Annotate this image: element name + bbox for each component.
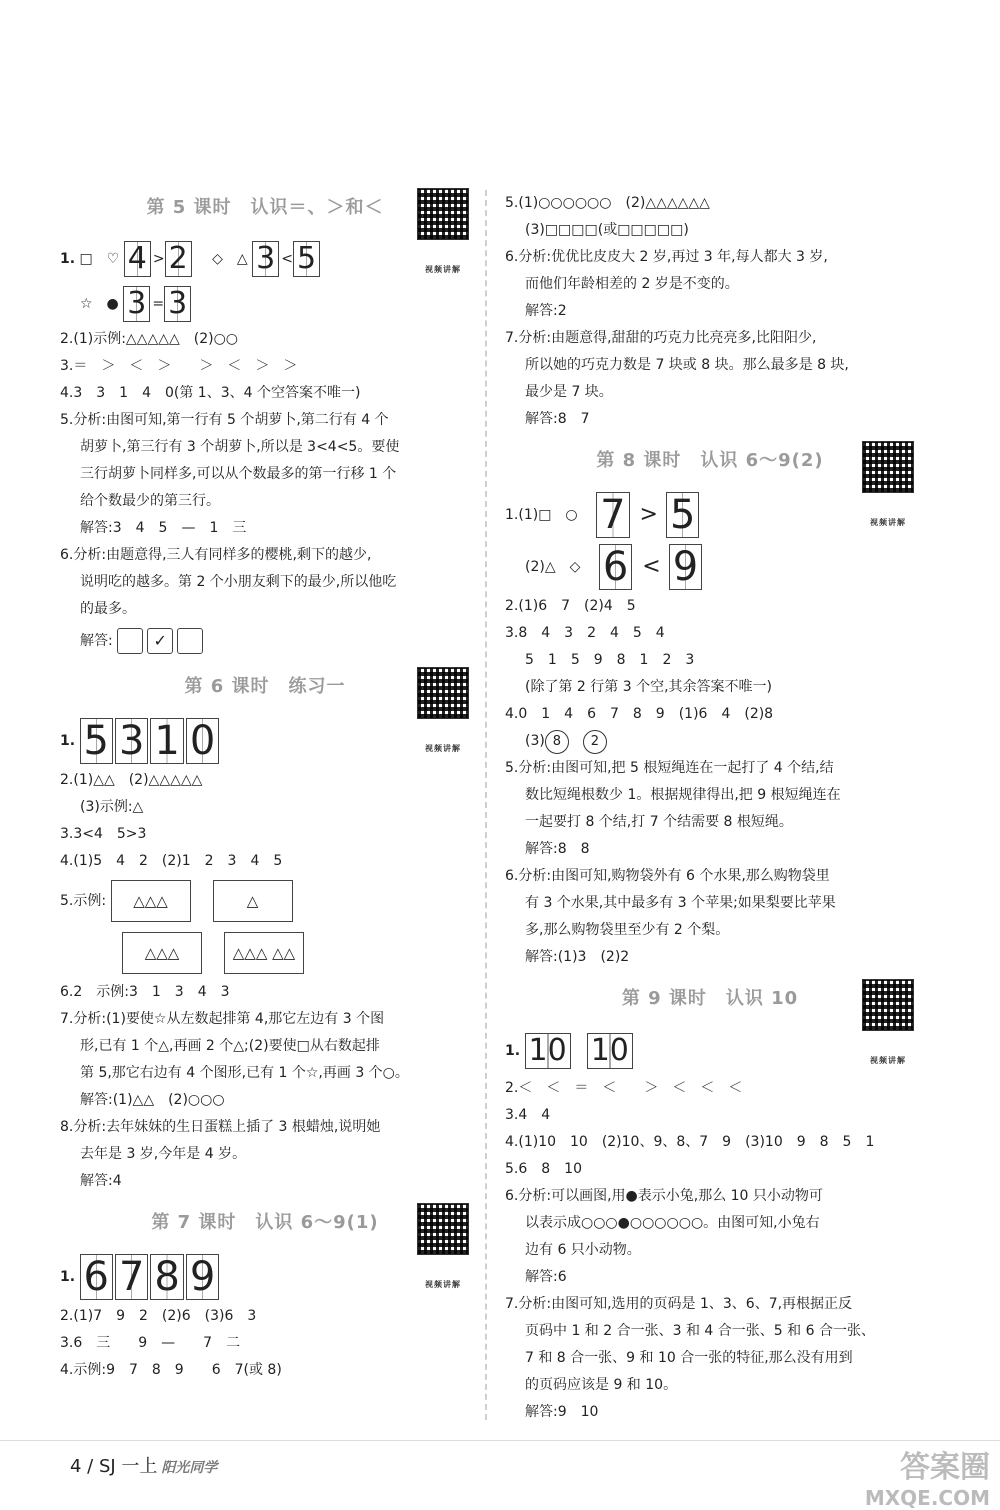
answer-line: 5.示例: △△△ △ bbox=[60, 875, 470, 927]
answer-line: 2.(1)示例:△△△△△ (2)○○ bbox=[60, 331, 239, 347]
answer-line: 说明吃的越多。第 2 个小朋友剩下的最少,所以他吃 bbox=[80, 574, 397, 590]
answer-line: 6.分析:可以画图,用●表示小兔,那么 10 只小动物可 bbox=[505, 1188, 823, 1204]
answer-line: 4.(1)10 10 (2)10、9、8、7 9 (3)10 9 8 5 1 bbox=[505, 1134, 875, 1150]
answer-line: 解答:8 8 bbox=[525, 841, 590, 857]
right-column bbox=[505, 190, 915, 1426]
answer-line bbox=[60, 927, 470, 979]
column-divider bbox=[485, 190, 487, 1420]
example-box: △△△ △△ bbox=[224, 932, 304, 974]
answer-line: 解答:8 7 bbox=[525, 411, 590, 427]
page-footer bbox=[70, 1452, 217, 1478]
answer-line: 4.(1)5 4 2 (2)1 2 3 4 5 bbox=[60, 853, 283, 869]
answer-line: 1. 6 7 8 9 bbox=[60, 1251, 470, 1303]
answer-line: 7 和 8 合一张、9 和 10 合一张的特征,那么没有用到 bbox=[525, 1350, 853, 1366]
answer-line: 7.分析:由题意得,甜甜的巧克力比亮亮多,比阳阳少, bbox=[505, 330, 817, 346]
answer-line: 1. 5 3 1 0 bbox=[60, 715, 470, 767]
answer-line: 2.＜ ＜ ＝ ＜ ＞ ＜ ＜ ＜ bbox=[505, 1080, 743, 1096]
qr-code[interactable]: 视频讲解 bbox=[861, 441, 915, 551]
watermark-logo: 答案圈 MXQE.COM bbox=[864, 1450, 990, 1510]
qr-icon bbox=[417, 667, 469, 719]
answer-line: (3)示例:△ bbox=[80, 799, 144, 815]
qr-code[interactable]: 视频讲解 bbox=[416, 667, 470, 777]
answer-line: 3.8 4 3 2 4 5 4 bbox=[505, 625, 665, 641]
answer-line: 2.(1)6 7 (2)4 5 bbox=[505, 598, 636, 614]
qr-icon bbox=[862, 441, 914, 493]
answer-line: 解答:9 10 bbox=[525, 1404, 599, 1420]
answer-line: 的页码应该是 9 和 10。 bbox=[525, 1377, 678, 1393]
answer-line: 6.分析:由题意得,三人有同样多的樱桃,剩下的越少, bbox=[60, 547, 372, 563]
answer-line: 3.4 4 bbox=[505, 1107, 551, 1123]
answer-line: 三行胡萝卜同样多,可以从个数最多的第一行移 1 个 bbox=[80, 466, 397, 482]
answer-line: 5.(1)○○○○○○ (2)△△△△△△ bbox=[505, 195, 710, 211]
section-title-5: 第 5 课时 认识＝、＞和＜ 视频讲解 bbox=[60, 180, 470, 236]
answer-line: 解答:3 4 5 — 1 三 bbox=[80, 520, 247, 536]
answer-line: ☆ ● 3 = 3 bbox=[60, 282, 470, 326]
answer-line: 解答:(1)△△ (2)○○○ bbox=[80, 1092, 225, 1108]
section-title-9: 第 9 课时 认识 10 视频讲解 bbox=[505, 971, 915, 1027]
example-box: △△△ bbox=[111, 880, 191, 922]
answer-line: 所以她的巧克力数是 7 块或 8 块。那么最多是 8 块, bbox=[525, 357, 849, 373]
answer-line: 7.分析:(1)要使☆从左数起排第 4,那它左边有 3 个图 bbox=[60, 1011, 385, 1027]
answer-line: 7.分析:由图可知,选用的页码是 1、3、6、7,再根据正反 bbox=[505, 1296, 853, 1312]
answer-line: 第 5,那它右边有 4 个图形,已有 1 个☆,再画 3 个○。 bbox=[80, 1065, 409, 1081]
answer-line: 3.6 三 9 — 7 二 bbox=[60, 1335, 241, 1351]
section-title-7: 第 7 课时 认识 6～9(1) 视频讲解 bbox=[60, 1195, 470, 1251]
answer-line: 3.3<4 5>3 bbox=[60, 826, 147, 842]
circled-number: 8 bbox=[545, 730, 569, 754]
answer-line: 5.6 8 10 bbox=[505, 1161, 582, 1177]
answer-line: 8.分析:去年妹妹的生日蛋糕上插了 3 根蜡烛,说明她 bbox=[60, 1119, 381, 1135]
answer-line: 的最多。 bbox=[80, 601, 136, 617]
answer-line: 4.0 1 4 6 7 8 9 (1)6 4 (2)8 bbox=[505, 706, 774, 722]
answer-line: 6.分析:由图可知,购物袋外有 6 个水果,那么购物袋里 bbox=[505, 868, 830, 884]
answer-line: 6.2 示例:3 1 3 4 3 bbox=[60, 984, 230, 1000]
answer-line: (除了第 2 行第 3 个空,其余答案不唯一) bbox=[525, 679, 772, 695]
answer-line: 5 1 5 9 8 1 2 3 bbox=[525, 652, 695, 668]
answer-line: 有 3 个水果,其中最多有 3 个苹果;如果梨要比苹果 bbox=[525, 895, 836, 911]
qr-icon bbox=[417, 188, 469, 240]
answer-line: 5.分析:由图可知,第一行有 5 个胡萝卜,第二行有 4 个 bbox=[60, 412, 389, 428]
section-title-8: 第 8 课时 认识 6～9(2) 视频讲解 bbox=[505, 433, 915, 489]
left-column bbox=[60, 180, 470, 1384]
answer-line: 6.分析:优优比皮皮大 2 岁,再过 3 年,每人都大 3 岁, bbox=[505, 249, 828, 265]
qr-icon bbox=[862, 979, 914, 1031]
answer-line: 1. 10 10 bbox=[505, 1027, 915, 1075]
page-number: 4 / SJ 一上 bbox=[70, 1456, 158, 1477]
example-box: △ bbox=[213, 880, 293, 922]
answer-line: 2.(1)7 9 2 (2)6 (3)6 3 bbox=[60, 1308, 257, 1324]
circled-number: 2 bbox=[583, 730, 607, 754]
qr-code[interactable]: 视频讲解 bbox=[861, 979, 915, 1089]
footer-rule bbox=[0, 1440, 1000, 1441]
example-box: △△△ bbox=[122, 932, 202, 974]
qr-code[interactable]: 视频讲解 bbox=[416, 1203, 470, 1313]
answer-line: 胡萝卜,第三行有 3 个胡萝卜,所以是 3<4<5。要使 bbox=[80, 439, 400, 455]
answer-line: 而他们年龄相差的 2 岁是不变的。 bbox=[525, 276, 739, 292]
answer-line: 4.示例:9 7 8 9 6 7(或 8) bbox=[60, 1362, 282, 1378]
answer-line: 去年是 3 岁,今年是 4 岁。 bbox=[80, 1146, 247, 1162]
answer-line: 解答:4 bbox=[80, 1173, 122, 1189]
qr-icon bbox=[417, 1203, 469, 1255]
answer-line: 以表示成○○○●○○○○○○。由图可知,小兔右 bbox=[525, 1215, 820, 1231]
answer-line: 1. □ ♡ 4 > 2 ◇ △ 3 < 5 bbox=[60, 236, 470, 282]
answer-line: (3) 8 2 bbox=[505, 728, 915, 755]
answer-line: 解答:(1)3 (2)2 bbox=[525, 949, 630, 965]
answer-line: 数比短绳根数少 1。根据规律得出,把 9 根短绳连在 bbox=[525, 787, 841, 803]
answer-line: 解答:2 bbox=[525, 303, 567, 319]
answer-line: 5.分析:由图可知,把 5 根短绳连在一起打了 4 个结,结 bbox=[505, 760, 834, 776]
answer-line: 1.(1)□ ○ 7 > 5 bbox=[505, 489, 915, 541]
answer-line: 边有 6 只小动物。 bbox=[525, 1242, 641, 1258]
answer-line: 形,已有 1 个△,再画 2 个△;(2)要使□从右数起排 bbox=[80, 1038, 380, 1054]
answer-line: 多,那么购物袋里至少有 2 个梨。 bbox=[525, 922, 730, 938]
answer-line: 给个数最少的第三行。 bbox=[80, 493, 220, 509]
answer-line: (2)△ ◇ 6 < 9 bbox=[505, 541, 915, 593]
qr-code[interactable]: 视频讲解 bbox=[416, 188, 470, 298]
answer-box bbox=[117, 628, 143, 654]
answer-line: (3)□□□□(或□□□□□) bbox=[525, 222, 689, 238]
answer-line: 页码中 1 和 2 合一张、3 和 4 合一张、5 和 6 合一张、 bbox=[525, 1323, 875, 1339]
answer-line: 2.(1)△△ (2)△△△△△ bbox=[60, 772, 203, 788]
check-icon: ✓ bbox=[147, 628, 173, 654]
answer-line: 一起要打 8 个结,打 7 个结需要 8 根短绳。 bbox=[525, 814, 793, 830]
section-title-6: 第 6 课时 练习一 视频讲解 bbox=[60, 659, 470, 715]
answer-box bbox=[177, 628, 203, 654]
answer-line: 4.3 3 1 4 0(第 1、3、4 个空答案不唯一) bbox=[60, 385, 361, 401]
answer-line: 解答:6 bbox=[525, 1269, 567, 1285]
brand-logo: 阳光同学 bbox=[161, 1460, 218, 1476]
answer-line: 最少是 7 块。 bbox=[525, 384, 613, 400]
answer-line: 3.＝ ＞ ＜ ＞ ＞ ＜ ＞ ＞ bbox=[60, 358, 298, 374]
answer-line: 解答: ✓ bbox=[60, 623, 470, 659]
